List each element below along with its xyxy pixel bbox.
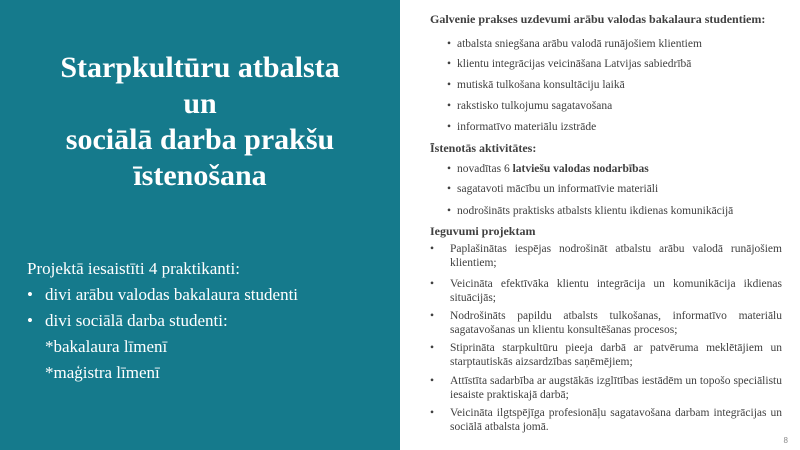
team-bullet-text: divi arābu valodas bakalaura studenti: [45, 285, 299, 304]
title-line: sociālā darba prakšu: [65, 123, 335, 156]
results-heading: Ieguvumi projektam: [430, 224, 536, 238]
task-text: mutiskā tulkošana konsultāciju laikā: [457, 79, 625, 91]
task-text: atbalsta sniegšana arābu valodā runājošiem klientiem: [457, 38, 702, 50]
result-item: [430, 374, 782, 402]
result-text: Paplašinātas iespējas nodrošināt atbalstu arābu valodā runājošiem klientiem;: [450, 243, 782, 269]
result-item: [430, 406, 782, 434]
task-item: [447, 121, 596, 133]
team-bullet-text: divi sociālā darba studenti:: [45, 311, 228, 330]
result-item: [430, 277, 782, 305]
activity-text: novadītas 6: [457, 163, 513, 175]
task-text: informatīvo materiālu izstrāde: [457, 121, 597, 133]
bullet-marker: •: [447, 100, 452, 112]
bullet-marker: •: [430, 407, 435, 419]
activities-heading: Īstenotās aktivitātes:: [430, 141, 537, 155]
title-line: un: [183, 87, 217, 120]
task-item: [447, 38, 702, 50]
activity-text: nodrošināts praktisks atbalsts klientu ikdienas komunikācijā: [457, 205, 734, 217]
slide-title: [20, 50, 380, 194]
task-text: klientu integrācijas veicināšana Latvijas sabiedrībā: [457, 58, 692, 70]
bullet-marker: •: [430, 243, 435, 255]
title-line: Starpkultūru atbalsta: [60, 51, 340, 84]
task-text: rakstisko tulkojumu sagatavošana: [457, 100, 613, 112]
bullet-marker: •: [447, 58, 452, 70]
task-item: [447, 100, 612, 112]
tasks-heading: Galvenie prakses uzdevumi arābu valodas bakalaura studentiem:: [430, 12, 766, 26]
team-sub-item: *bakalaura līmenī: [45, 337, 168, 356]
task-item: [447, 79, 625, 91]
title-line: īstenošana: [133, 159, 267, 192]
team-section: [27, 256, 387, 386]
team-bullet: [27, 308, 387, 334]
bullet-marker: •: [447, 38, 452, 50]
activity-emphasis: latviešu valodas nodarbības: [512, 163, 649, 175]
bullet-marker: •: [447, 163, 452, 175]
right-panel: [400, 0, 800, 450]
result-item: [430, 309, 782, 337]
bullet-marker: •: [430, 375, 435, 387]
result-item: [430, 242, 782, 270]
result-item: [430, 341, 782, 369]
bullet-marker: •: [447, 205, 452, 217]
result-text: Veicināta ilgtspējīga profesionāļu sagatavošana darbam integrācijas un sociālā atbalsta jomā.: [450, 407, 782, 433]
page-number: 8: [783, 436, 788, 445]
bullet-marker: •: [447, 183, 452, 195]
bullet-marker: •: [27, 285, 33, 304]
bullet-marker: •: [27, 311, 33, 330]
bullet-marker: •: [430, 310, 435, 322]
activity-text: sagatavoti mācību un informatīvie materiāli: [457, 183, 659, 195]
bullet-marker: •: [430, 278, 435, 290]
result-text: Attīstīta sadarbība ar augstākās izglītības iestādēm un topošo speciālistu iesaiste praktiskajā darbā;: [450, 375, 782, 401]
bullet-marker: •: [447, 79, 452, 91]
bullet-marker: •: [447, 121, 452, 133]
activity-item: [447, 163, 649, 175]
result-text: Nodrošināts papildu atbalsts tulkošanas, informatīvo materiālu sagatavošanas un klientu konsultēšanas procesos;: [450, 310, 782, 336]
activity-item: [447, 205, 733, 217]
activity-item: [447, 183, 658, 195]
task-item: [447, 58, 691, 70]
team-sub-item: *maģistra līmenī: [45, 363, 160, 382]
team-intro: Projektā iesaistīti 4 praktikanti:: [27, 259, 240, 278]
bullet-marker: •: [430, 342, 435, 354]
result-text: Veicināta efektīvāka klientu integrācija un komunikācija ikdienas situācijās;: [450, 278, 782, 304]
result-text: Stiprināta starpkultūru pieeja darbā ar patvēruma meklētājiem un starptautiskās aizsardzības saņēmējiem;: [450, 342, 782, 368]
team-bullet: [27, 282, 387, 308]
